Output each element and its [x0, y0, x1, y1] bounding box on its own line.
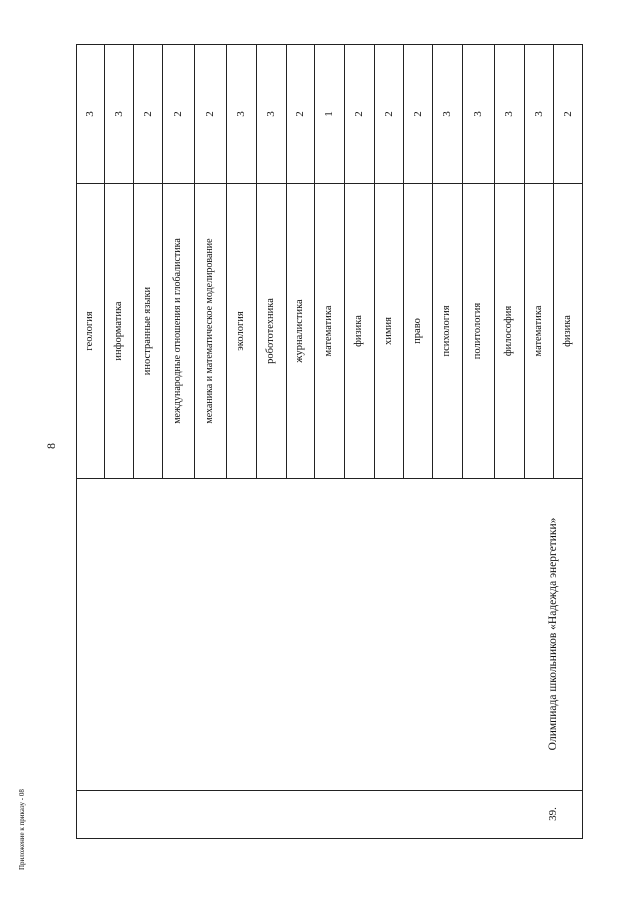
subject-level: 2 [353, 111, 365, 117]
subject-name: философия [503, 305, 514, 356]
column-separator-level [76, 183, 582, 184]
row-separator [524, 44, 525, 478]
row-separator [194, 44, 195, 478]
row-separator [462, 44, 463, 478]
subject-level: 2 [561, 111, 574, 117]
subject-name: информатика [112, 300, 124, 361]
column-separator-subject [76, 478, 582, 479]
organization-name: Олимпиада школьников «Надежда энергетики» [547, 517, 559, 751]
subject-name: механика и математическое моделирование [204, 237, 215, 424]
row-separator [403, 44, 404, 478]
table-border-bottom [76, 838, 583, 839]
row-separator [226, 44, 227, 478]
subject-name: геология [84, 310, 95, 351]
subject-level: 3 [112, 111, 125, 117]
subject-name: международные отношения и глобалистика [172, 237, 183, 424]
row-separator [104, 44, 105, 478]
row-separator [432, 44, 433, 478]
subject-name: журналистика [294, 298, 305, 363]
subject-name: физика [561, 314, 573, 347]
subject-level: 3 [532, 111, 545, 117]
table-border-left [76, 44, 77, 838]
row-separator [133, 44, 134, 478]
subject-level: 2 [172, 111, 184, 117]
subject-level: 1 [323, 111, 335, 117]
subject-level: 2 [141, 111, 154, 117]
row-number: 39. [547, 807, 559, 821]
subject-level: 3 [84, 111, 96, 117]
subject-name: иностранные языки [141, 286, 153, 375]
row-separator [286, 44, 287, 478]
page-number: 8 [44, 443, 58, 449]
column-separator-number [76, 790, 582, 791]
subject-level: 3 [265, 111, 277, 117]
subject-level: 2 [204, 111, 216, 117]
footer-note: Приложение к приказу - 08 [18, 789, 26, 870]
subject-level: 3 [472, 111, 484, 117]
subject-level: 2 [411, 111, 424, 117]
row-separator [256, 44, 257, 478]
subject-name: психология [441, 304, 452, 357]
row-separator [494, 44, 495, 478]
table-border-right [582, 44, 583, 839]
subject-name: право [411, 317, 423, 344]
subject-name: математика [323, 305, 334, 356]
subject-name: физика [353, 314, 364, 347]
subject-name: химия [382, 316, 394, 345]
subject-level: 3 [503, 111, 515, 117]
row-separator [162, 44, 163, 478]
subject-level: 3 [235, 111, 247, 117]
subject-name: робототехника [265, 297, 276, 364]
row-separator [553, 44, 554, 478]
row-separator [374, 44, 375, 478]
subject-name: экология [235, 310, 246, 351]
row-separator [314, 44, 315, 478]
subject-level: 3 [441, 111, 453, 117]
subject-level: 2 [294, 111, 306, 117]
row-separator [344, 44, 345, 478]
table-border-top [76, 44, 583, 45]
subject-name: политология [472, 302, 483, 359]
subject-level: 2 [382, 111, 395, 117]
subject-name: математика [532, 305, 544, 356]
